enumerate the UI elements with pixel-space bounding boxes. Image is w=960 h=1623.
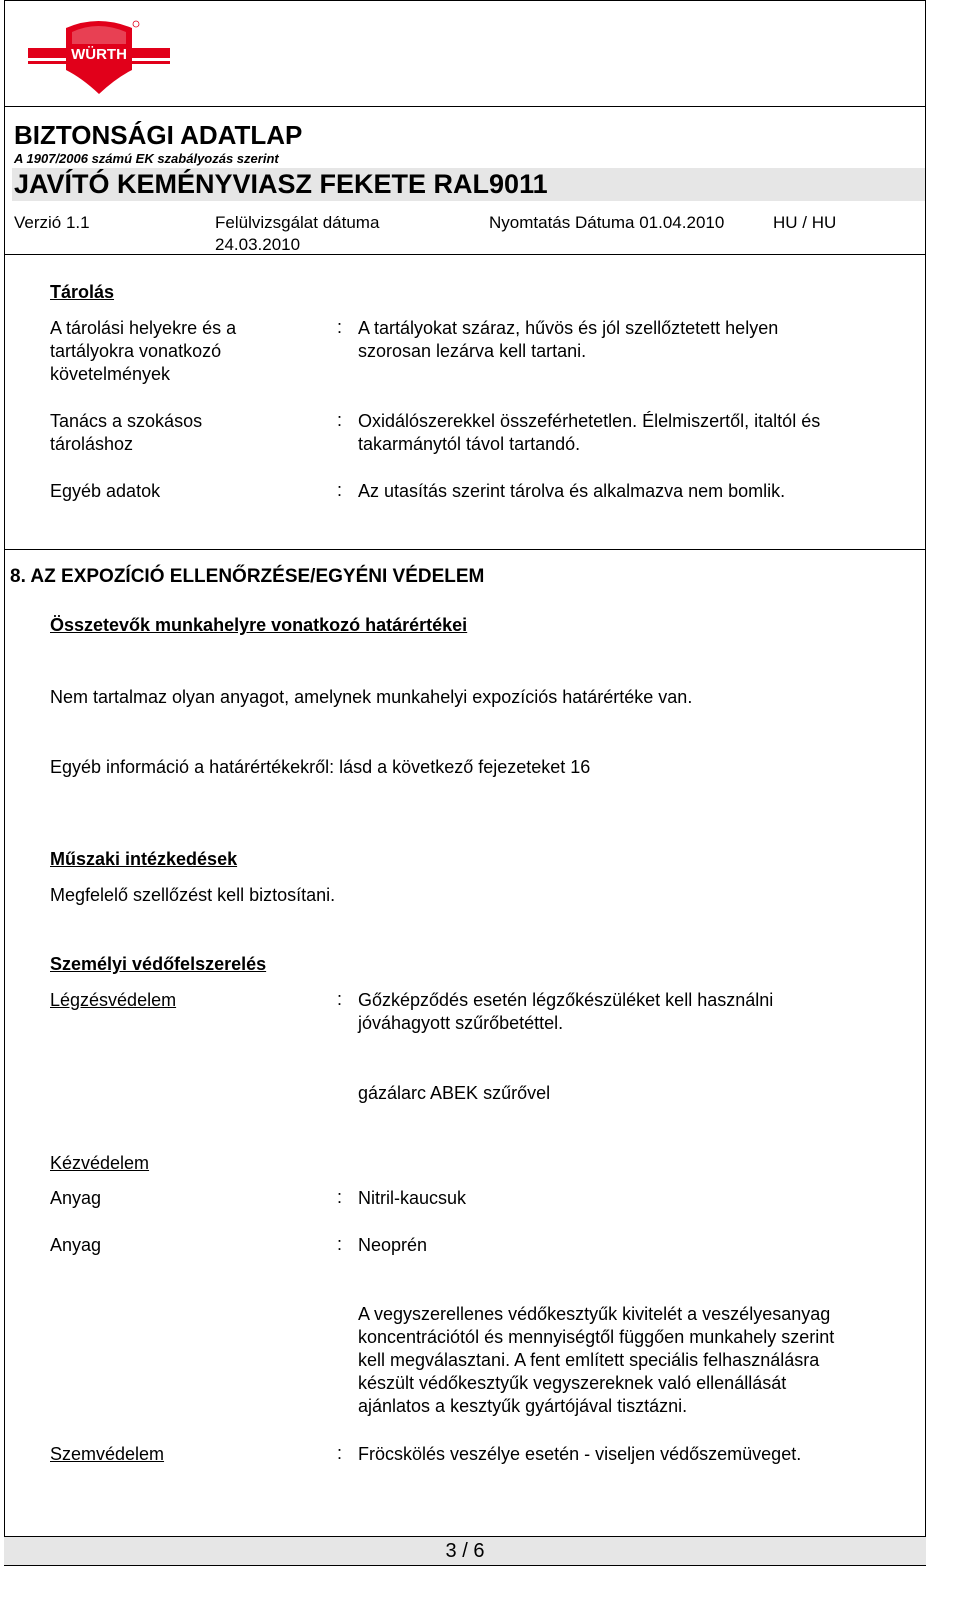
- respiratory-value: Gőzképződés esetén légzőkészüléket kell használni jóváhagyott szűrőbetéttel.: [358, 990, 774, 1033]
- other-info: Egyéb információ a határértékekről: lásd a következő fejezeteket 16: [50, 757, 591, 777]
- section-8-title: 8. AZ EXPOZÍCIÓ ELLENŐRZÉSE/EGYÉNI VÉDELEM: [10, 566, 485, 587]
- ppe-heading: Személyi védőfelszerelés: [50, 954, 267, 974]
- eye-label: Szemvédelem: [50, 1444, 165, 1464]
- document-title: BIZTONSÁGI ADATLAP: [14, 120, 303, 150]
- product-name: JAVÍTÓ KEMÉNYVIASZ FEKETE RAL9011: [14, 169, 548, 199]
- revision-label: Felülvizsgálat dátuma: [215, 213, 380, 232]
- colon: :: [337, 1234, 343, 1254]
- technical-text: Megfelelő szellőzést kell biztosítani.: [50, 885, 336, 905]
- page-number: 3 / 6: [445, 1540, 485, 1562]
- storage-value-3: Az utasítás szerint tárolva és alkalmazva nem bomlik.: [358, 481, 786, 501]
- material-label-2: Anyag: [50, 1235, 102, 1255]
- storage-label-2: Tanács a szokásos tároláshoz: [50, 411, 203, 454]
- eye-value: Fröcskölés veszélye esetén - viseljen védőszemüveget.: [358, 1444, 802, 1464]
- technical-heading: Műszaki intézkedések: [50, 849, 238, 869]
- limits-text: Nem tartalmaz olyan anyagot, amelynek munkahelyi expozíciós határértéke van.: [50, 687, 693, 707]
- colon: :: [337, 317, 343, 337]
- material-1: Nitril-kaucsuk: [358, 1188, 467, 1208]
- svg-text:WÜRTH: WÜRTH: [71, 46, 127, 63]
- header-divider: [4, 106, 926, 107]
- colon: :: [337, 480, 343, 500]
- meta-divider: [4, 254, 926, 255]
- colon: :: [337, 410, 343, 430]
- respiratory-extra: gázálarc ABEK szűrővel: [358, 1083, 551, 1103]
- limits-heading: Összetevők munkahelyre vonatkozó határértékei: [50, 615, 468, 635]
- storage-value-1: A tartályokat száraz, hűvös és jól szellőztetett helyen szorosan lezárva kell tartani.: [358, 318, 779, 361]
- language: HU / HU: [773, 213, 837, 232]
- colon: :: [337, 1443, 343, 1463]
- storage-label-1: A tárolási helyekre és a tartályokra vonatkozó követelmények: [50, 318, 237, 384]
- section-divider: [4, 549, 926, 550]
- regulation-note: A 1907/2006 számú EK szabályozás szerint: [14, 151, 279, 166]
- glove-text: A vegyszerellenes védőkesztyűk kivitelét a veszélyesanyag koncentrációtól és mennyiségtől függően munkahely szerint kell megválasztani. A fent említett speciális felhasználásra készült védőkesztyűk vegyszereknek való ellenállását ajánlatos a kesztyűk gyártójával tisztázni.: [358, 1304, 835, 1416]
- version: Verzió 1.1: [14, 213, 90, 232]
- respiratory-label: Légzésvédelem: [50, 990, 177, 1010]
- revision-date: 24.03.2010: [215, 235, 301, 254]
- storage-label-3: Egyéb adatok: [50, 481, 161, 501]
- material-2: Neoprén: [358, 1235, 428, 1255]
- hand-heading: Kézvédelem: [50, 1153, 150, 1173]
- material-label-1: Anyag: [50, 1188, 102, 1208]
- wurth-logo: [28, 18, 170, 94]
- colon: :: [337, 1187, 343, 1207]
- storage-heading: Tárolás: [50, 282, 115, 302]
- colon: :: [337, 989, 343, 1009]
- print-date: Nyomtatás Dátuma 01.04.2010: [489, 213, 725, 232]
- storage-value-2: Oxidálószerekkel összeférhetetlen. Élelmiszertől, italtól és takarmánytól távol tartandó.: [358, 411, 821, 454]
